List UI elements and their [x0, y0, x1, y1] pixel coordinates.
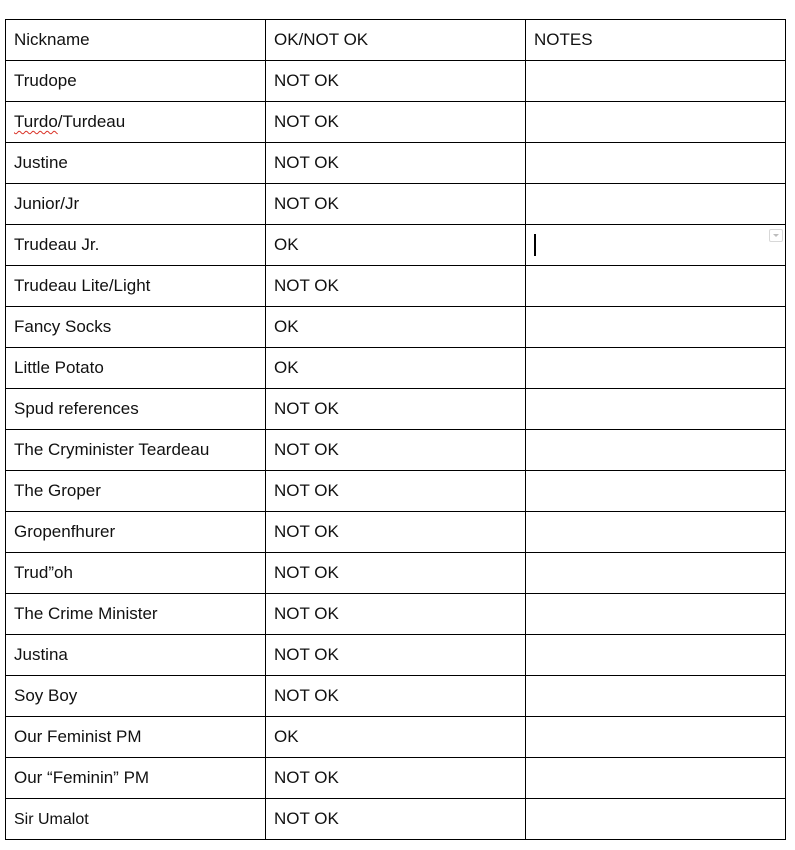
nickname-text: Our “Feminin” PM	[14, 768, 150, 787]
header-status-label: OK/NOT OK	[274, 30, 369, 49]
nickname-text: Our Feminist PM	[14, 727, 142, 746]
table-row	[6, 307, 786, 348]
status-cell[interactable]	[266, 758, 526, 799]
table-row	[6, 61, 786, 102]
status-cell[interactable]	[266, 61, 526, 102]
header-cell-status[interactable]	[266, 20, 526, 61]
notes-cell[interactable]	[526, 307, 786, 348]
nickname-text: Trud”oh	[14, 563, 73, 582]
nickname-cell[interactable]	[6, 266, 266, 307]
status-cell[interactable]	[266, 635, 526, 676]
table-row	[6, 717, 786, 758]
nickname-text: Junior/Jr	[14, 194, 80, 213]
nickname-table	[5, 19, 786, 840]
table-row	[6, 799, 786, 840]
table-header-row	[6, 20, 786, 61]
table-row	[6, 512, 786, 553]
table-row	[6, 348, 786, 389]
nickname-cell[interactable]	[6, 225, 266, 266]
nickname-cell[interactable]	[6, 635, 266, 676]
status-cell[interactable]	[266, 348, 526, 389]
nickname-text: Justina	[14, 645, 68, 664]
nickname-text: The Crime Minister	[14, 604, 158, 623]
nickname-cell[interactable]	[6, 61, 266, 102]
nickname-cell[interactable]	[6, 307, 266, 348]
notes-cell[interactable]	[526, 430, 786, 471]
notes-cell[interactable]	[526, 635, 786, 676]
status-cell[interactable]	[266, 143, 526, 184]
table-row	[6, 430, 786, 471]
notes-cell-active[interactable]	[526, 225, 786, 266]
notes-cell[interactable]	[526, 266, 786, 307]
nickname-cell[interactable]	[6, 348, 266, 389]
nickname-cell[interactable]	[6, 471, 266, 512]
table-row	[6, 471, 786, 512]
status-cell[interactable]	[266, 184, 526, 225]
table-row	[6, 676, 786, 717]
nickname-text: Trudope	[14, 71, 77, 90]
table-row	[6, 594, 786, 635]
nickname-text: Gropenfhurer	[14, 522, 116, 541]
status-cell[interactable]	[266, 717, 526, 758]
status-text: NOT OK	[274, 809, 339, 828]
status-text: NOT OK	[274, 563, 339, 582]
nickname-cell[interactable]	[6, 184, 266, 225]
notes-cell[interactable]	[526, 512, 786, 553]
nickname-cell[interactable]	[6, 799, 266, 840]
header-cell-nickname[interactable]	[6, 20, 266, 61]
notes-cell[interactable]	[526, 184, 786, 225]
status-text: NOT OK	[274, 768, 339, 787]
notes-cell[interactable]	[526, 348, 786, 389]
nickname-cell[interactable]	[6, 553, 266, 594]
nickname-cell[interactable]	[6, 389, 266, 430]
nickname-cell[interactable]	[6, 676, 266, 717]
notes-cell[interactable]	[526, 471, 786, 512]
notes-cell[interactable]	[526, 717, 786, 758]
chevron-down-icon[interactable]	[769, 229, 783, 242]
status-text: NOT OK	[274, 153, 339, 172]
nickname-text: Trudeau Jr.	[14, 235, 100, 254]
header-notes-label: NOTES	[534, 30, 593, 49]
notes-cell[interactable]	[526, 102, 786, 143]
status-text: NOT OK	[274, 194, 339, 213]
notes-cell[interactable]	[526, 61, 786, 102]
notes-cell[interactable]	[526, 389, 786, 430]
nickname-cell[interactable]	[6, 143, 266, 184]
status-text: OK	[274, 727, 299, 746]
status-cell[interactable]	[266, 594, 526, 635]
status-text: NOT OK	[274, 276, 339, 295]
table-row	[6, 143, 786, 184]
status-text: NOT OK	[274, 522, 339, 541]
status-cell[interactable]	[266, 389, 526, 430]
nickname-text: Justine	[14, 153, 68, 172]
nickname-cell[interactable]	[6, 717, 266, 758]
nickname-cell[interactable]	[6, 512, 266, 553]
notes-cell[interactable]	[526, 594, 786, 635]
nickname-text: Little Potato	[14, 358, 104, 377]
notes-cell[interactable]	[526, 143, 786, 184]
nickname-cell[interactable]	[6, 102, 266, 143]
table-row	[6, 266, 786, 307]
header-nickname-label: Nickname	[14, 30, 90, 49]
status-text: NOT OK	[274, 71, 339, 90]
status-text: OK	[274, 358, 299, 377]
nickname-text: Sir Umalot	[14, 811, 89, 828]
status-text: OK	[274, 235, 299, 254]
status-text: NOT OK	[274, 604, 339, 623]
table-row	[6, 389, 786, 430]
status-cell[interactable]	[266, 799, 526, 840]
status-text: OK	[274, 317, 299, 336]
status-text: NOT OK	[274, 399, 339, 418]
table-row	[6, 758, 786, 799]
nickname-cell[interactable]	[6, 758, 266, 799]
table-row	[6, 635, 786, 676]
status-cell[interactable]	[266, 102, 526, 143]
nickname-text: Trudeau Lite/Light	[14, 276, 151, 295]
notes-cell[interactable]	[526, 676, 786, 717]
table-row	[6, 553, 786, 594]
nickname-cell[interactable]	[6, 594, 266, 635]
nickname-text: The Cryminister Teardeau	[14, 440, 210, 459]
status-text: NOT OK	[274, 440, 339, 459]
status-cell[interactable]	[266, 225, 526, 266]
status-cell[interactable]	[266, 307, 526, 348]
status-cell[interactable]	[266, 266, 526, 307]
status-cell[interactable]	[266, 512, 526, 553]
table-row	[6, 225, 786, 266]
nickname-text: The Groper	[14, 481, 101, 500]
status-cell[interactable]	[266, 676, 526, 717]
table-row	[6, 102, 786, 143]
header-cell-notes[interactable]	[526, 20, 786, 61]
notes-cell[interactable]	[526, 553, 786, 594]
text-cursor	[534, 234, 536, 256]
status-cell[interactable]	[266, 553, 526, 594]
status-text: NOT OK	[274, 481, 339, 500]
status-cell[interactable]	[266, 430, 526, 471]
nickname-text: /Turdeau	[57, 112, 126, 131]
nickname-text-misspelled: Turdo	[14, 112, 58, 131]
notes-cell[interactable]	[526, 758, 786, 799]
status-cell[interactable]	[266, 471, 526, 512]
status-text: NOT OK	[274, 645, 339, 664]
table-row	[6, 184, 786, 225]
nickname-text: Fancy Socks	[14, 317, 112, 336]
nickname-cell[interactable]	[6, 430, 266, 471]
nickname-text: Spud references	[14, 399, 139, 418]
notes-cell[interactable]	[526, 799, 786, 840]
nickname-text: Soy Boy	[14, 686, 78, 705]
status-text: NOT OK	[274, 686, 339, 705]
status-text: NOT OK	[274, 112, 339, 131]
